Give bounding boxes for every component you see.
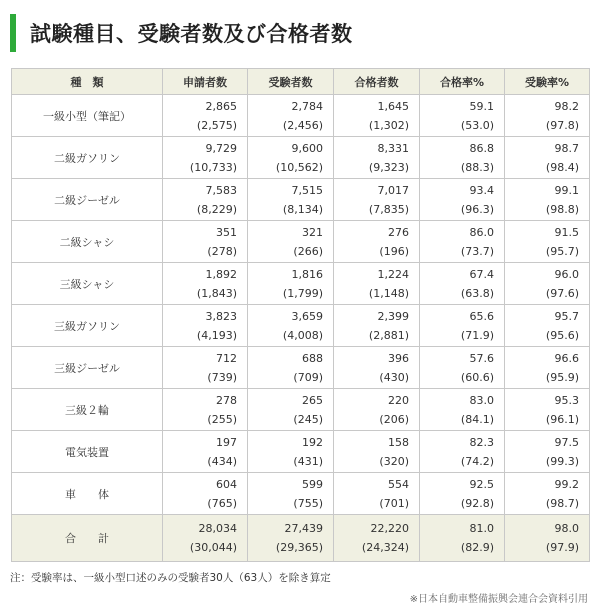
previous-year-value: (24,324) bbox=[361, 541, 409, 554]
examinees-cell bbox=[248, 137, 334, 179]
previous-year-value: (8,229) bbox=[196, 202, 237, 216]
current-value: 7,515 bbox=[291, 183, 323, 197]
current-value: 220 bbox=[388, 393, 409, 407]
exam-rate-cell bbox=[505, 473, 590, 515]
previous-year-value: (1,843) bbox=[196, 286, 237, 300]
previous-year-value: (434) bbox=[207, 454, 237, 468]
previous-year-value: (29,365) bbox=[275, 541, 323, 554]
previous-year-value: (96.1) bbox=[545, 412, 579, 426]
applicants-cell bbox=[163, 389, 248, 431]
current-value: 98.2 bbox=[554, 99, 579, 113]
passed-cell bbox=[334, 473, 420, 515]
previous-year-value: (320) bbox=[379, 454, 409, 468]
previous-year-value: (765) bbox=[207, 496, 237, 510]
examinees-cell bbox=[248, 95, 334, 137]
previous-year-value: (82.9) bbox=[460, 541, 494, 554]
current-value: 1,645 bbox=[377, 99, 409, 113]
previous-year-value: (196) bbox=[379, 244, 409, 258]
column-header-type: 種 類 bbox=[12, 69, 163, 95]
previous-year-value: (99.3) bbox=[545, 454, 579, 468]
applicants-cell bbox=[163, 347, 248, 389]
previous-year-value: (63.8) bbox=[460, 286, 494, 300]
table-row bbox=[12, 263, 590, 305]
current-value: 396 bbox=[388, 351, 409, 365]
current-value: 27,439 bbox=[284, 522, 323, 535]
previous-year-value: (97.9) bbox=[545, 541, 579, 554]
exam-type-cell: 電気装置 bbox=[12, 431, 163, 473]
title-accent-bar bbox=[10, 14, 16, 52]
passed-cell bbox=[334, 347, 420, 389]
current-value: 98.0 bbox=[554, 522, 579, 535]
exam-type-cell: 三級２輪 bbox=[12, 389, 163, 431]
previous-year-value: (7,835) bbox=[368, 202, 409, 216]
passed-cell bbox=[334, 179, 420, 221]
previous-year-value: (73.7) bbox=[460, 244, 494, 258]
applicants-cell bbox=[163, 137, 248, 179]
previous-year-value: (1,799) bbox=[282, 286, 323, 300]
current-value: 2,399 bbox=[377, 309, 409, 323]
previous-year-value: (92.8) bbox=[460, 496, 494, 510]
current-value: 22,220 bbox=[370, 522, 409, 535]
current-value: 278 bbox=[216, 393, 237, 407]
table-row bbox=[12, 305, 590, 347]
pass-rate-cell bbox=[420, 389, 505, 431]
current-value: 9,600 bbox=[291, 141, 323, 155]
previous-year-value: (245) bbox=[293, 412, 323, 426]
previous-year-value: (755) bbox=[293, 496, 323, 510]
current-value: 99.2 bbox=[554, 477, 579, 491]
current-value: 93.4 bbox=[469, 183, 494, 197]
exam-rate-cell bbox=[505, 179, 590, 221]
exam-rate-cell bbox=[505, 305, 590, 347]
previous-year-value: (95.7) bbox=[545, 244, 579, 258]
passed-cell bbox=[334, 389, 420, 431]
exam-type-cell: 三級ジーゼル bbox=[12, 347, 163, 389]
exam-rate-cell bbox=[505, 515, 590, 562]
passed-cell bbox=[334, 515, 420, 562]
current-value: 82.3 bbox=[469, 435, 494, 449]
exam-rate-cell bbox=[505, 431, 590, 473]
exam-type-cell: 三級ガソリン bbox=[12, 305, 163, 347]
previous-year-value: (98.7) bbox=[545, 496, 579, 510]
passed-cell bbox=[334, 263, 420, 305]
current-value: 2,784 bbox=[291, 99, 323, 113]
current-value: 599 bbox=[302, 477, 323, 491]
total-row bbox=[12, 515, 590, 562]
table-header-row bbox=[12, 69, 590, 95]
current-value: 7,017 bbox=[377, 183, 409, 197]
current-value: 91.5 bbox=[554, 225, 579, 239]
examinees-cell bbox=[248, 431, 334, 473]
previous-year-value: (739) bbox=[207, 370, 237, 384]
previous-year-value: (2,575) bbox=[196, 118, 237, 132]
current-value: 97.5 bbox=[554, 435, 579, 449]
current-value: 321 bbox=[302, 225, 323, 239]
source-note: ※日本自動車整備振興会連合会資料引用 bbox=[409, 594, 588, 605]
previous-year-value: (74.2) bbox=[460, 454, 494, 468]
current-value: 351 bbox=[216, 225, 237, 239]
examinees-cell bbox=[248, 389, 334, 431]
previous-year-value: (60.6) bbox=[460, 370, 494, 384]
current-value: 1,892 bbox=[205, 267, 237, 281]
previous-year-value: (84.1) bbox=[460, 412, 494, 426]
pass-rate-cell bbox=[420, 95, 505, 137]
previous-year-value: (53.0) bbox=[460, 118, 494, 132]
passed-cell bbox=[334, 305, 420, 347]
previous-year-value: (206) bbox=[379, 412, 409, 426]
current-value: 83.0 bbox=[469, 393, 494, 407]
page-title: 試験種目、受験者数及び合格者数 bbox=[30, 22, 353, 46]
table-row bbox=[12, 221, 590, 263]
current-value: 96.6 bbox=[554, 351, 579, 365]
current-value: 95.3 bbox=[554, 393, 579, 407]
previous-year-value: (95.9) bbox=[545, 370, 579, 384]
pass-rate-cell bbox=[420, 515, 505, 562]
current-value: 276 bbox=[388, 225, 409, 239]
applicants-cell bbox=[163, 263, 248, 305]
current-value: 688 bbox=[302, 351, 323, 365]
previous-year-value: (71.9) bbox=[460, 328, 494, 342]
column-header-applicants: 申請者数 bbox=[163, 69, 248, 95]
previous-year-value: (96.3) bbox=[460, 202, 494, 216]
pass-rate-cell bbox=[420, 179, 505, 221]
current-value: 59.1 bbox=[469, 99, 494, 113]
table-row bbox=[12, 137, 590, 179]
pass-rate-cell bbox=[420, 221, 505, 263]
table-row bbox=[12, 95, 590, 137]
applicants-cell bbox=[163, 515, 248, 562]
exam-rate-cell bbox=[505, 263, 590, 305]
current-value: 265 bbox=[302, 393, 323, 407]
current-value: 81.0 bbox=[469, 522, 494, 535]
previous-year-value: (30,044) bbox=[189, 541, 237, 554]
examinees-cell bbox=[248, 263, 334, 305]
examinees-cell bbox=[248, 515, 334, 562]
current-value: 65.6 bbox=[469, 309, 494, 323]
passed-cell bbox=[334, 95, 420, 137]
previous-year-value: (266) bbox=[293, 244, 323, 258]
current-value: 57.6 bbox=[469, 351, 494, 365]
previous-year-value: (1,302) bbox=[368, 118, 409, 132]
passed-cell bbox=[334, 137, 420, 179]
previous-year-value: (709) bbox=[293, 370, 323, 384]
exam-type-cell: 二級シャシ bbox=[12, 221, 163, 263]
page-header bbox=[10, 14, 353, 52]
current-value: 98.7 bbox=[554, 141, 579, 155]
previous-year-value: (1,148) bbox=[368, 286, 409, 300]
exam-rate-cell bbox=[505, 95, 590, 137]
current-value: 96.0 bbox=[554, 267, 579, 281]
pass-rate-cell bbox=[420, 473, 505, 515]
footnote: 注：受験率は、一級小型口述のみの受験者30人（63人）を除き算定 bbox=[10, 572, 331, 584]
current-value: 197 bbox=[216, 435, 237, 449]
previous-year-value: (430) bbox=[379, 370, 409, 384]
exam-type-cell: 二級ガソリン bbox=[12, 137, 163, 179]
previous-year-value: (97.8) bbox=[545, 118, 579, 132]
examinees-cell bbox=[248, 179, 334, 221]
applicants-cell bbox=[163, 305, 248, 347]
current-value: 712 bbox=[216, 351, 237, 365]
pass-rate-cell bbox=[420, 305, 505, 347]
applicants-cell bbox=[163, 179, 248, 221]
current-value: 28,034 bbox=[198, 522, 237, 535]
current-value: 604 bbox=[216, 477, 237, 491]
previous-year-value: (88.3) bbox=[460, 160, 494, 174]
current-value: 3,823 bbox=[205, 309, 237, 323]
current-value: 67.4 bbox=[469, 267, 494, 281]
current-value: 1,816 bbox=[291, 267, 323, 281]
column-header-examinees: 受験者数 bbox=[248, 69, 334, 95]
exam-type-cell: 合 計 bbox=[12, 515, 163, 562]
examinees-cell bbox=[248, 347, 334, 389]
applicants-cell bbox=[163, 95, 248, 137]
exam-type-cell: 三級シャシ bbox=[12, 263, 163, 305]
current-value: 192 bbox=[302, 435, 323, 449]
column-header-pass-rate: 合格率% bbox=[420, 69, 505, 95]
table-row bbox=[12, 389, 590, 431]
exam-type-cell: 車 体 bbox=[12, 473, 163, 515]
current-value: 86.0 bbox=[469, 225, 494, 239]
current-value: 92.5 bbox=[469, 477, 494, 491]
current-value: 1,224 bbox=[377, 267, 409, 281]
applicants-cell bbox=[163, 431, 248, 473]
table-row bbox=[12, 347, 590, 389]
previous-year-value: (701) bbox=[379, 496, 409, 510]
applicants-cell bbox=[163, 473, 248, 515]
current-value: 2,865 bbox=[205, 99, 237, 113]
examinees-cell bbox=[248, 473, 334, 515]
current-value: 7,583 bbox=[205, 183, 237, 197]
current-value: 8,331 bbox=[377, 141, 409, 155]
exam-rate-cell bbox=[505, 389, 590, 431]
passed-cell bbox=[334, 221, 420, 263]
previous-year-value: (10,733) bbox=[189, 160, 237, 174]
previous-year-value: (95.6) bbox=[545, 328, 579, 342]
previous-year-value: (2,456) bbox=[282, 118, 323, 132]
current-value: 99.1 bbox=[554, 183, 579, 197]
previous-year-value: (97.6) bbox=[545, 286, 579, 300]
table-row bbox=[12, 473, 590, 515]
exam-type-cell: 二級ジーゼル bbox=[12, 179, 163, 221]
table-row bbox=[12, 431, 590, 473]
table-body bbox=[12, 95, 590, 562]
column-header-passed: 合格者数 bbox=[334, 69, 420, 95]
previous-year-value: (278) bbox=[207, 244, 237, 258]
passed-cell bbox=[334, 431, 420, 473]
exam-rate-cell bbox=[505, 347, 590, 389]
table-row bbox=[12, 179, 590, 221]
previous-year-value: (4,008) bbox=[282, 328, 323, 342]
examinees-cell bbox=[248, 221, 334, 263]
previous-year-value: (431) bbox=[293, 454, 323, 468]
pass-rate-cell bbox=[420, 137, 505, 179]
exam-rate-cell bbox=[505, 221, 590, 263]
current-value: 9,729 bbox=[205, 141, 237, 155]
pass-rate-cell bbox=[420, 431, 505, 473]
pass-rate-cell bbox=[420, 347, 505, 389]
current-value: 158 bbox=[388, 435, 409, 449]
pass-rate-cell bbox=[420, 263, 505, 305]
previous-year-value: (9,323) bbox=[368, 160, 409, 174]
previous-year-value: (4,193) bbox=[196, 328, 237, 342]
current-value: 3,659 bbox=[291, 309, 323, 323]
applicants-cell bbox=[163, 221, 248, 263]
results-table bbox=[11, 68, 590, 562]
exam-type-cell: 一級小型（筆記） bbox=[12, 95, 163, 137]
previous-year-value: (10,562) bbox=[275, 160, 323, 174]
previous-year-value: (98.8) bbox=[545, 202, 579, 216]
current-value: 554 bbox=[388, 477, 409, 491]
previous-year-value: (8,134) bbox=[282, 202, 323, 216]
exam-rate-cell bbox=[505, 137, 590, 179]
previous-year-value: (2,881) bbox=[368, 328, 409, 342]
current-value: 86.8 bbox=[469, 141, 494, 155]
column-header-exam-rate: 受験率% bbox=[505, 69, 590, 95]
previous-year-value: (98.4) bbox=[545, 160, 579, 174]
current-value: 95.7 bbox=[554, 309, 579, 323]
examinees-cell bbox=[248, 305, 334, 347]
previous-year-value: (255) bbox=[207, 412, 237, 426]
